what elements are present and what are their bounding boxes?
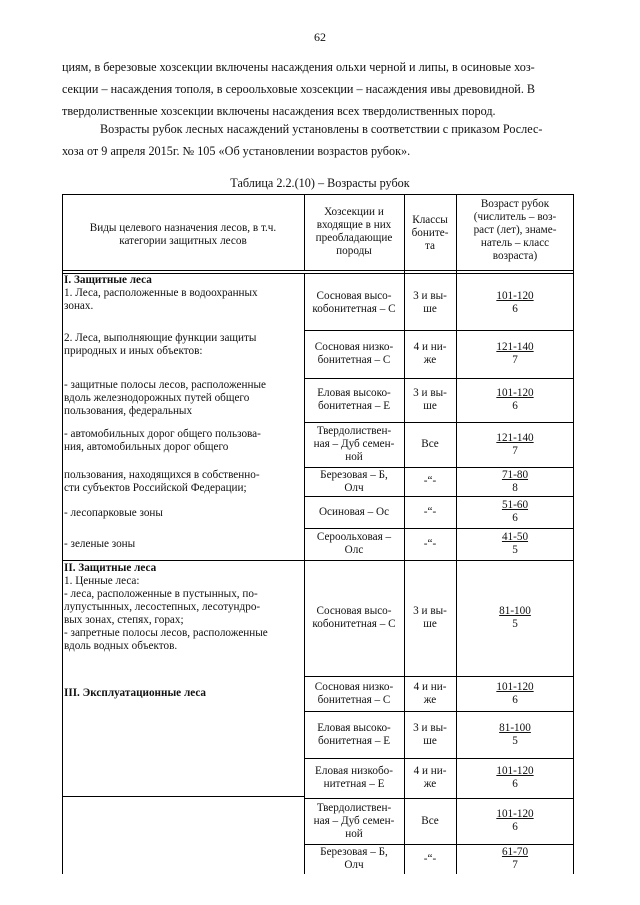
age-years: 81-100	[499, 605, 531, 617]
text-line: пользования, федеральных	[64, 405, 193, 417]
header-line: бонитe-	[411, 227, 449, 239]
section-1-title: I. Защитные леса	[64, 274, 152, 286]
age-cell	[456, 341, 574, 367]
age-cell	[456, 808, 574, 834]
cell-line: Березовая – Б,	[320, 469, 388, 481]
text-line: сти субъектов Российской Федерации;	[64, 482, 247, 494]
bonitet-cell	[404, 853, 456, 866]
age-years: 81-100	[499, 721, 531, 734]
section-1-item-6: - лесопарковые зоны	[64, 507, 163, 519]
header-line: натель – класс	[480, 237, 550, 249]
age-class: 6	[512, 400, 518, 412]
cell-line: 4 и ни-	[413, 765, 447, 777]
section-2-title: II. Защитные леса	[64, 562, 157, 574]
hozsection-cell	[304, 765, 404, 791]
table-border-left	[62, 194, 63, 874]
header-line: Возраст рубок	[480, 198, 550, 210]
row-divider	[304, 378, 574, 379]
cell-line: ная – Дуб семен-	[313, 814, 395, 827]
age-cell	[456, 432, 574, 458]
age-cell	[456, 722, 574, 748]
header-col-age	[456, 198, 574, 263]
age-years: 101-120	[496, 808, 534, 820]
cell-line: 3 и вы-	[413, 290, 447, 302]
age-years: 71-80	[501, 469, 529, 481]
bonitet-cell	[404, 538, 456, 551]
paragraph-1	[62, 56, 578, 122]
cell-line: 4 и ни-	[413, 341, 447, 353]
row-divider	[62, 560, 574, 561]
age-cell	[456, 499, 574, 525]
section-1-item-5	[64, 469, 260, 495]
age-cell	[456, 290, 574, 316]
age-years: 121-140	[496, 431, 534, 444]
hozsection-cell	[304, 425, 404, 464]
section-2-text	[64, 575, 268, 653]
bonitet-cell	[404, 681, 456, 707]
row-divider	[304, 844, 574, 845]
cell-line: ше	[423, 400, 437, 412]
text-line: - автомобильных дорог общего пользова-	[64, 428, 261, 440]
bonitet-cell	[404, 438, 456, 451]
cell-line: кобонитетная – С	[312, 303, 396, 315]
cell-line: -“-	[423, 537, 437, 550]
cell-line: 3 и вы-	[413, 387, 447, 399]
cell-line: ше	[423, 734, 437, 747]
cell-line: бонитетная – Е	[317, 734, 391, 747]
age-class: 7	[512, 859, 518, 871]
cell-line: Сосновая низко-	[314, 680, 394, 693]
cell-line: Березовая – Б,	[320, 846, 388, 858]
cell-line: Еловая высоко-	[317, 721, 391, 734]
hozsection-cell	[304, 802, 404, 841]
row-divider	[304, 467, 574, 468]
page-number: 62	[314, 30, 326, 44]
age-class: 6	[512, 303, 518, 315]
header-line: Виды целевого назначения лесов, в т.ч.	[89, 222, 277, 234]
cell-line: Сероольховая –	[316, 531, 392, 543]
cell-line: ная – Дуб семен-	[313, 438, 395, 450]
header-line: раст (лет), знаме-	[473, 224, 557, 236]
bonitet-cell	[404, 341, 456, 367]
text-line: 1. Ценные леса:	[64, 575, 140, 587]
bonitet-cell	[404, 722, 456, 748]
hozsection-cell	[304, 605, 404, 631]
header-line: породы	[336, 245, 372, 257]
age-years: 41-50	[501, 531, 529, 543]
text-line: - запретные полосы лесов, расположенные	[64, 627, 268, 639]
cell-line: Еловая низкобо-	[315, 765, 393, 777]
bonitet-cell	[404, 815, 456, 828]
cell-line: Еловая высоко-	[317, 387, 391, 399]
cell-line: кобонитетная – С	[312, 618, 396, 630]
cell-line: Все	[421, 814, 439, 827]
section-1-item-3	[64, 379, 266, 418]
row-divider	[304, 422, 574, 423]
bonitet-cell	[404, 506, 456, 519]
row-divider	[304, 528, 574, 529]
cell-line: ше	[423, 618, 437, 630]
age-cell	[456, 846, 574, 872]
header-line: входящие в них	[316, 219, 392, 231]
bonitet-cell	[404, 290, 456, 316]
header-line: категории защитных лесов	[119, 235, 247, 247]
cell-line: 3 и вы-	[413, 721, 447, 734]
bonitet-cell	[404, 605, 456, 631]
header-divider	[62, 270, 574, 271]
row-divider	[304, 758, 574, 759]
row-divider	[304, 496, 574, 497]
age-years: 101-120	[496, 290, 534, 302]
table-border-top	[62, 194, 574, 195]
header-col-purpose	[62, 222, 304, 248]
age-years: 61-70	[501, 846, 529, 858]
text-line: зонах.	[64, 300, 94, 312]
cell-line: ше	[423, 303, 437, 315]
text-line: вых зонах, степях, горах;	[64, 614, 184, 626]
paragraph-1-line: твердолиственные хозсекции включены насаждения всех твердолиственных пород.	[62, 104, 496, 118]
cell-line: Олч	[344, 482, 364, 494]
cell-line: -“-	[423, 475, 437, 487]
cell-line: 4 и ни-	[413, 680, 447, 693]
hozsection-cell	[304, 469, 404, 495]
table-caption: Таблица 2.2.(10) – Возрасты рубок	[230, 176, 410, 190]
cell-line: Твердолиствен-	[316, 801, 392, 814]
hozsection-cell	[304, 846, 404, 872]
hozsection-cell	[304, 341, 404, 367]
age-years: 121-140	[496, 341, 534, 353]
text-line: - защитные полосы лесов, расположенные	[64, 379, 266, 391]
row-divider	[304, 330, 574, 331]
hozsection-cell	[304, 722, 404, 748]
text-line: 2. Леса, выполняющие функции защиты	[64, 332, 257, 344]
cell-line: -“-	[423, 505, 437, 518]
paragraph-2-line: хоза от 9 апреля 2015г. № 105 «Об установлении возрастов рубок».	[62, 144, 411, 158]
cell-line: -“-	[423, 852, 437, 865]
row-divider	[304, 798, 574, 799]
cell-line: Олс	[344, 544, 364, 556]
section-3-title: III. Эксплуатационные леса	[64, 687, 207, 699]
text-line: - леса, расположенные в пустынных, по-	[64, 588, 258, 600]
age-years: 101-120	[496, 765, 534, 777]
cell-line: Все	[421, 438, 439, 450]
row-divider	[304, 711, 574, 712]
text-line: природных и иных объектов:	[64, 345, 203, 357]
age-class: 6	[512, 778, 518, 790]
text-line: пользования, находящихся в собственно-	[64, 469, 260, 481]
age-cell	[456, 681, 574, 707]
section-1-item-2	[64, 332, 256, 358]
age-class: 7	[512, 444, 518, 457]
age-cell	[456, 605, 574, 631]
age-years: 101-120	[496, 680, 534, 693]
header-line: преобладающие	[315, 232, 393, 244]
cell-line: ной	[345, 827, 363, 840]
bonitet-cell	[404, 387, 456, 413]
cell-line: же	[423, 693, 437, 706]
age-cell	[456, 531, 574, 557]
section-1-item-4	[64, 428, 261, 454]
text-line: ния, автомобильных дорог общего	[64, 441, 229, 453]
paragraph-1-line: циям, в березовые хозсекции включены насаждения ольхи черной и липы, в осиновые хоз-	[62, 60, 535, 74]
cell-line: бонитетная – Е	[317, 400, 391, 412]
age-cell	[456, 387, 574, 413]
header-col-bonitet	[404, 214, 456, 253]
hozsection-cell	[304, 387, 404, 413]
column-divider	[304, 194, 305, 270]
age-class: 5	[512, 734, 518, 747]
header-line: Хозсекции и	[324, 206, 384, 218]
age-class: 5	[512, 544, 518, 556]
age-cell	[456, 469, 574, 495]
text-line: 1. Леса, расположенные в водоохранных	[64, 287, 258, 299]
cell-line: бонитетная – С	[317, 354, 391, 366]
age-class: 8	[512, 482, 518, 494]
header-line: (числитель – воз-	[473, 211, 557, 223]
bonitet-cell	[404, 475, 456, 488]
cell-line: ной	[345, 451, 363, 463]
hozsection-cell	[304, 290, 404, 316]
paragraph-1-line: секции – насаждения тополя, в сероольховые хозсекции – насаждения ивы древовидной. В	[62, 82, 536, 96]
text-line: вдоль железнодорожных путей общего	[64, 392, 250, 404]
hozsection-cell	[304, 681, 404, 707]
header-line: Классы	[412, 214, 448, 226]
age-class: 5	[512, 618, 518, 630]
header-line: возраста)	[492, 250, 538, 262]
header-col-hozsection	[304, 206, 404, 258]
cell-line: Осиновая – Ос	[318, 505, 390, 518]
cell-line: же	[423, 354, 437, 366]
age-class: 6	[512, 821, 518, 833]
paragraph-2-line: Возрасты рубок лесных насаждений установлены в соответствии с приказом Рослес-	[100, 122, 543, 136]
hozsection-cell	[304, 506, 404, 519]
row-divider	[304, 676, 574, 677]
cell-line: бонитетная – С	[317, 693, 391, 706]
cell-line: Сосновая высо-	[316, 290, 392, 302]
age-class: 6	[512, 512, 518, 524]
text-line: вдоль водных объектов.	[64, 640, 178, 652]
hozsection-cell	[304, 531, 404, 557]
paragraph-2	[62, 118, 578, 162]
age-years: 101-120	[496, 387, 534, 399]
cell-line: Твердолиствен-	[316, 425, 392, 437]
cell-line: же	[423, 778, 437, 790]
cell-line: 3 и вы-	[413, 605, 447, 617]
age-years: 51-60	[501, 499, 529, 511]
age-cell	[456, 765, 574, 791]
header-line: та	[425, 240, 435, 252]
header-divider	[62, 273, 574, 274]
column-divider	[304, 560, 305, 798]
text-line: лупустынных, лесостепных, лесотундро-	[64, 601, 261, 613]
age-class: 7	[512, 354, 518, 366]
row-divider	[62, 796, 304, 797]
cell-line: Олч	[344, 859, 364, 871]
age-class: 6	[512, 693, 518, 706]
cell-line: Сосновая высо-	[316, 605, 392, 617]
cell-line: Сосновая низко-	[314, 341, 394, 353]
section-1-item-7: - зеленые зоны	[64, 538, 136, 550]
section-1-item-1	[64, 287, 258, 313]
cell-line: нитетная – Е	[323, 778, 385, 790]
bonitet-cell	[404, 765, 456, 791]
